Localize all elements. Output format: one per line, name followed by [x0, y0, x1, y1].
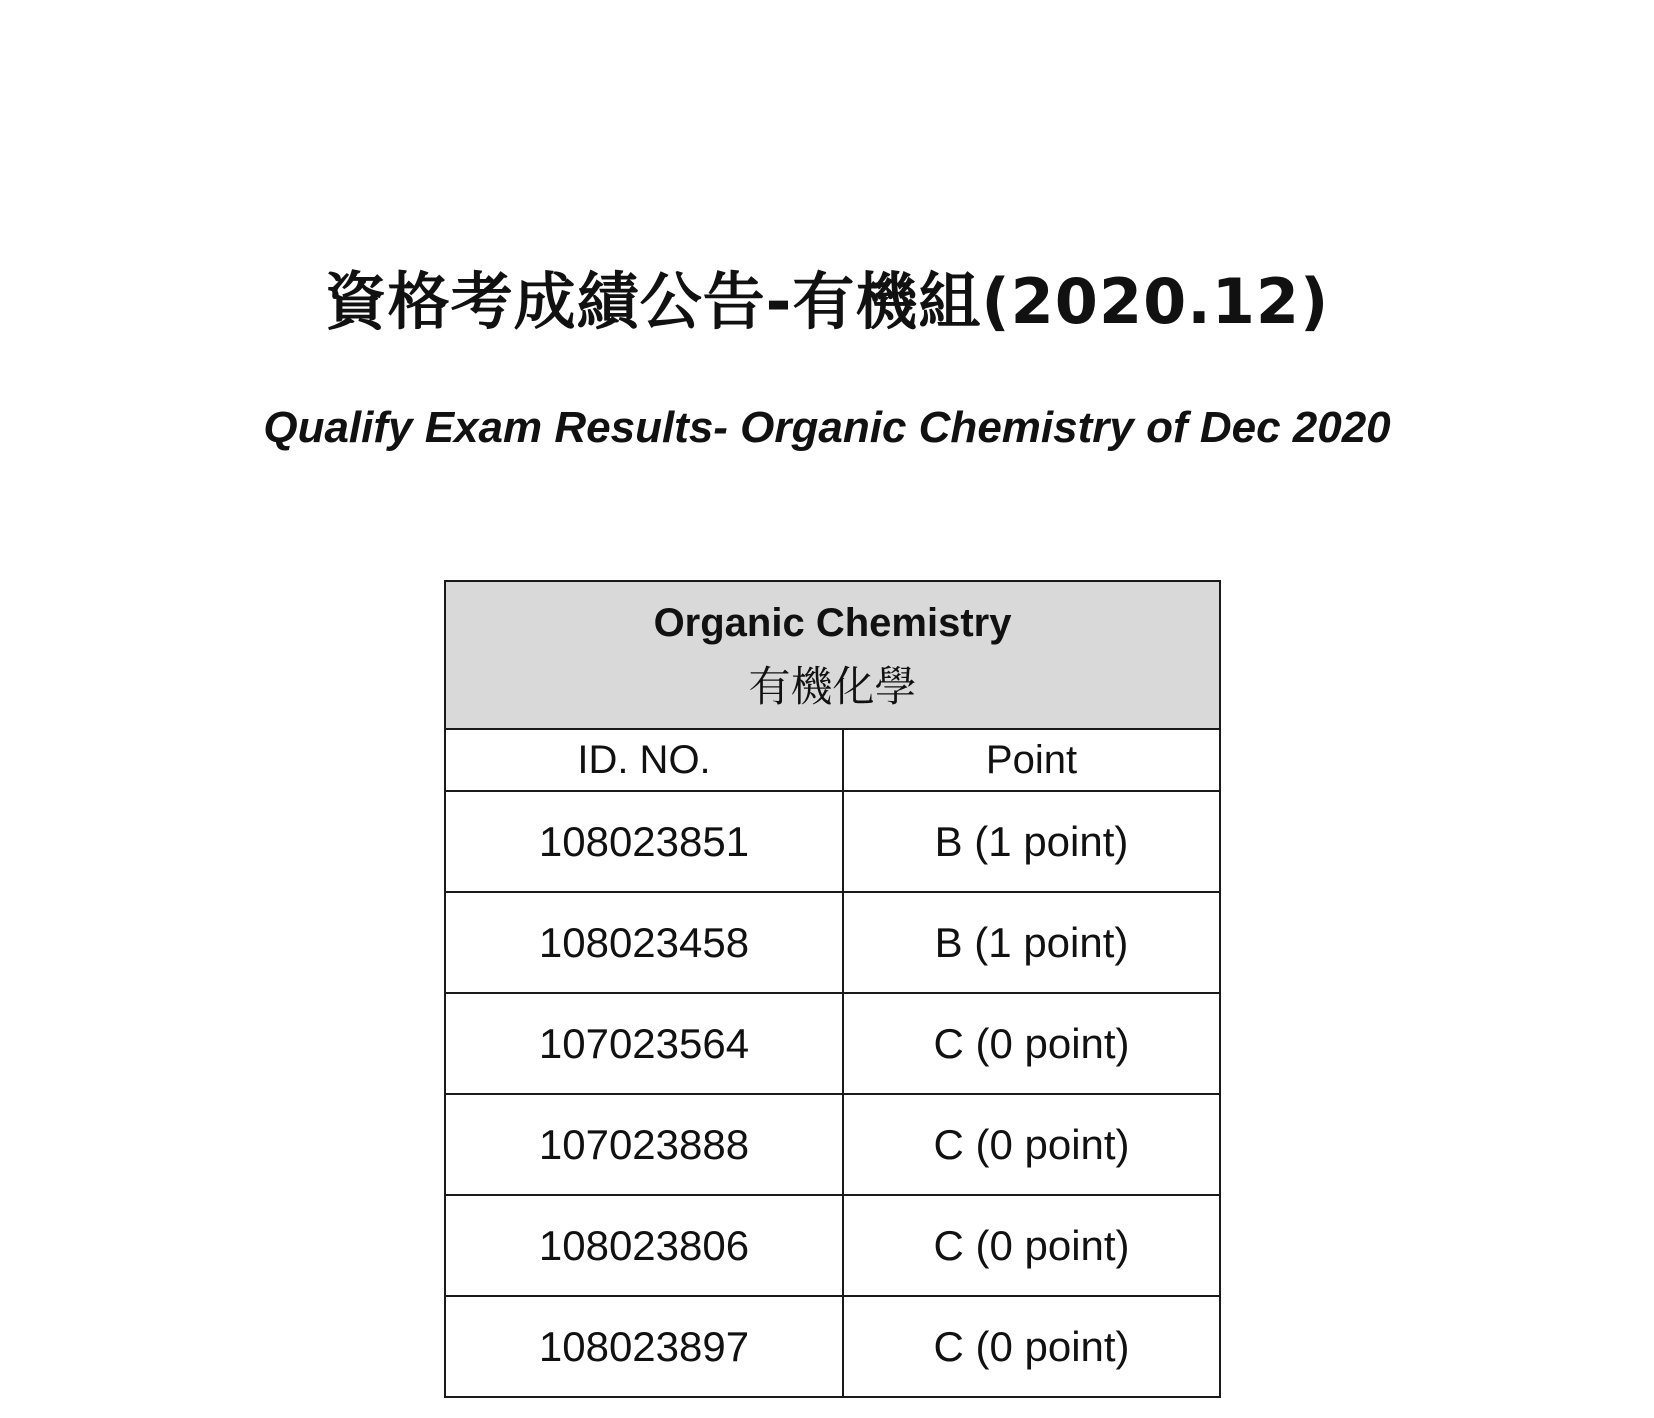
id-cell: 107023564 [445, 993, 843, 1094]
column-header-row [445, 729, 1220, 791]
column-header-id: ID. NO. [445, 729, 843, 791]
table-row [445, 892, 1220, 993]
table-heading [445, 581, 1220, 729]
results-table [444, 580, 1221, 1398]
point-cell: C (0 point) [843, 993, 1220, 1094]
id-cell: 108023458 [445, 892, 843, 993]
table-row [445, 1195, 1220, 1296]
point-cell: B (1 point) [843, 892, 1220, 993]
id-cell: 108023897 [445, 1296, 843, 1397]
point-cell: C (0 point) [843, 1296, 1220, 1397]
table-heading-chinese: 有機化學 [748, 662, 917, 711]
page-title-english: Qualify Exam Results- Organic Chemistry of Dec 2020 [263, 403, 1391, 452]
id-cell: 108023851 [445, 791, 843, 892]
id-cell: 108023806 [445, 1195, 843, 1296]
point-cell: C (0 point) [843, 1094, 1220, 1195]
table-row [445, 791, 1220, 892]
column-header-point: Point [843, 729, 1220, 791]
table-row [445, 1094, 1220, 1195]
table-heading-english: Organic Chemistry [653, 601, 1012, 645]
table-heading-row [445, 581, 1220, 729]
page-title-chinese: 資格考成績公告-有機組(2020.12) [324, 265, 1330, 338]
point-cell: B (1 point) [843, 791, 1220, 892]
id-cell: 107023888 [445, 1094, 843, 1195]
table-row [445, 993, 1220, 1094]
table-row [445, 1296, 1220, 1397]
point-cell: C (0 point) [843, 1195, 1220, 1296]
